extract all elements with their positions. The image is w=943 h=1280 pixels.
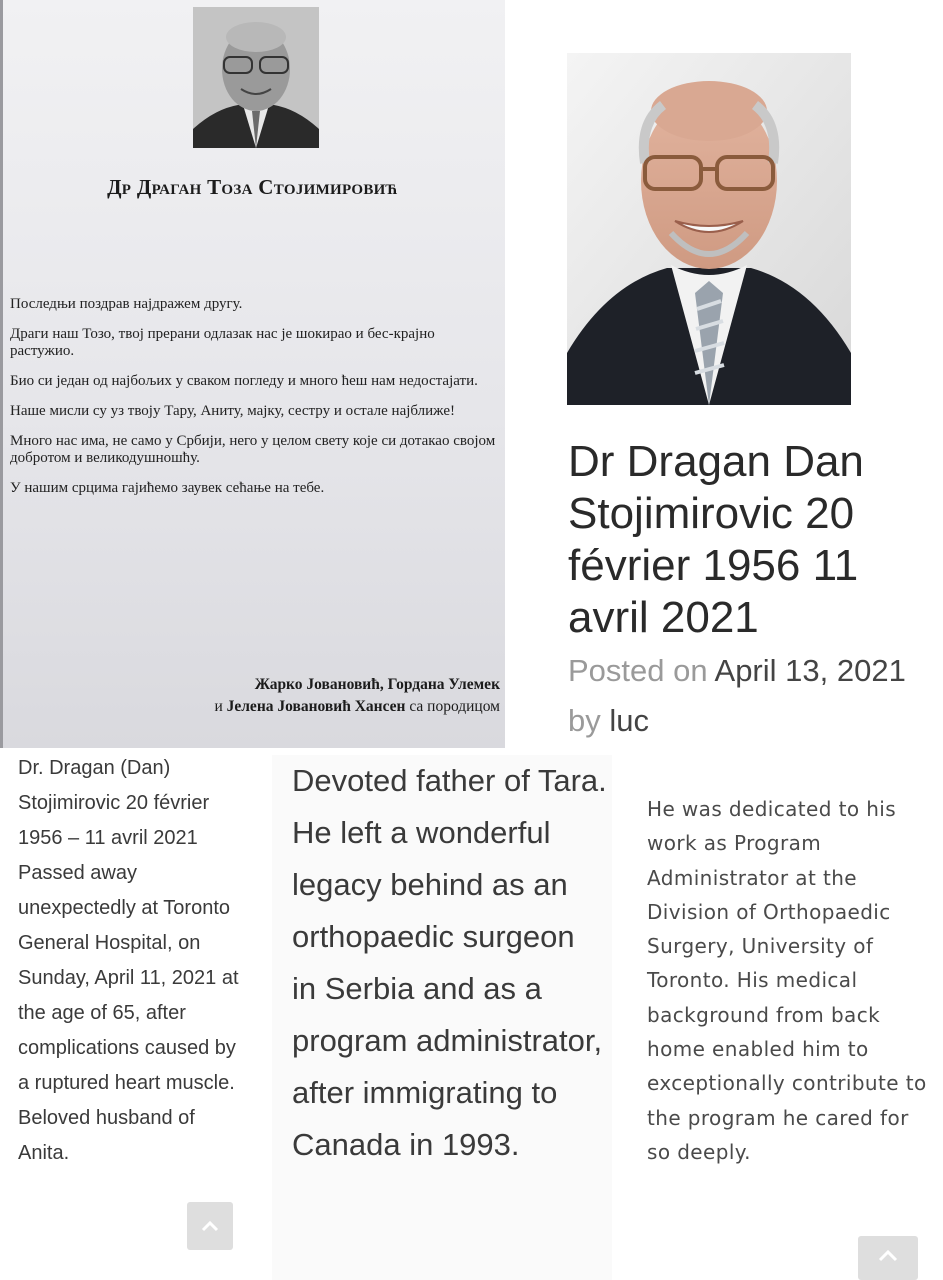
article-column-1: [0, 748, 260, 1280]
posted-on-label: Posted on: [568, 653, 708, 688]
signature-suffix: са породицом: [405, 698, 500, 715]
post-title: Dr Dragan Dan Stojimirovic 20 février 1956 11 avril 2021: [568, 437, 864, 642]
post-date-link[interactable]: April 13, 2021: [714, 653, 906, 688]
newspaper-paragraph: Био си један од најбољих у сваком погледу и много ћеш нам недостајати.: [10, 373, 478, 389]
article-column-3: [612, 770, 943, 1280]
signature-prefix: и: [214, 698, 227, 715]
article-column-2: [272, 755, 612, 1280]
chevron-up-icon: [877, 1248, 899, 1262]
newspaper-body: [10, 296, 500, 510]
post-portrait-photo: [567, 53, 851, 405]
chevron-up-icon: [201, 1220, 219, 1232]
column-3-text: He was dedicated to his work as Program Administrator at the Division of Orthopaedic Surgery, University of Toronto. His medical background from back home enabled him to exceptionally contribute to the program he cared for so deeply.: [647, 797, 927, 1164]
column-1-text: Dr. Dragan (Dan) Stojimirovic 20 février 1956 – 11 avril 2021 Passed away unexpectedly at Toronto General Hospital, on Sunday, April 11, 2021 at the age of 65, after complications caused by a ruptured heart muscle. Beloved husband of Anita.: [18, 757, 239, 1164]
blog-post-header: [518, 50, 943, 748]
column-2-text: Devoted father of Tara. He left a wonderful legacy behind as an orthopaedic surgeon in Serbia and as a program administrator, after immigrating to Canada in 1993.: [292, 763, 607, 1162]
newspaper-paragraph: Наше мисли су уз твоју Тару, Аниту, мајку, сестру и остале најближе!: [10, 403, 455, 419]
newspaper-paragraph: Много нас има, не само у Србији, него у целом свету које си дотакао својом добротом и великодушношћу.: [10, 433, 496, 466]
newspaper-signature: [214, 674, 500, 718]
newspaper-paragraph: Драги наш Тозо, твој прерани одлазак нас је шокирао и бес-крајно растужио.: [10, 326, 435, 359]
newspaper-paragraph: У нашим срцима гајићемо заувек сећање на тебе.: [10, 480, 325, 496]
scroll-to-top-button[interactable]: [187, 1202, 233, 1250]
newspaper-name-heading: Др Драган Тоза Стојимировић: [107, 175, 398, 199]
signature-line-1: Жарко Јовановић, Гордана Улемек: [254, 676, 500, 693]
by-label: by: [568, 703, 601, 738]
signature-names: Јелена Јовановић Хансен: [226, 698, 406, 715]
newspaper-obituary: [0, 0, 505, 748]
post-author-link[interactable]: luc: [609, 703, 650, 738]
newspaper-paragraph: Последњи поздрав најдражем другу.: [10, 296, 243, 312]
scroll-to-top-button[interactable]: [858, 1236, 918, 1280]
post-meta: [568, 646, 938, 746]
newspaper-portrait-photo: [193, 7, 319, 148]
